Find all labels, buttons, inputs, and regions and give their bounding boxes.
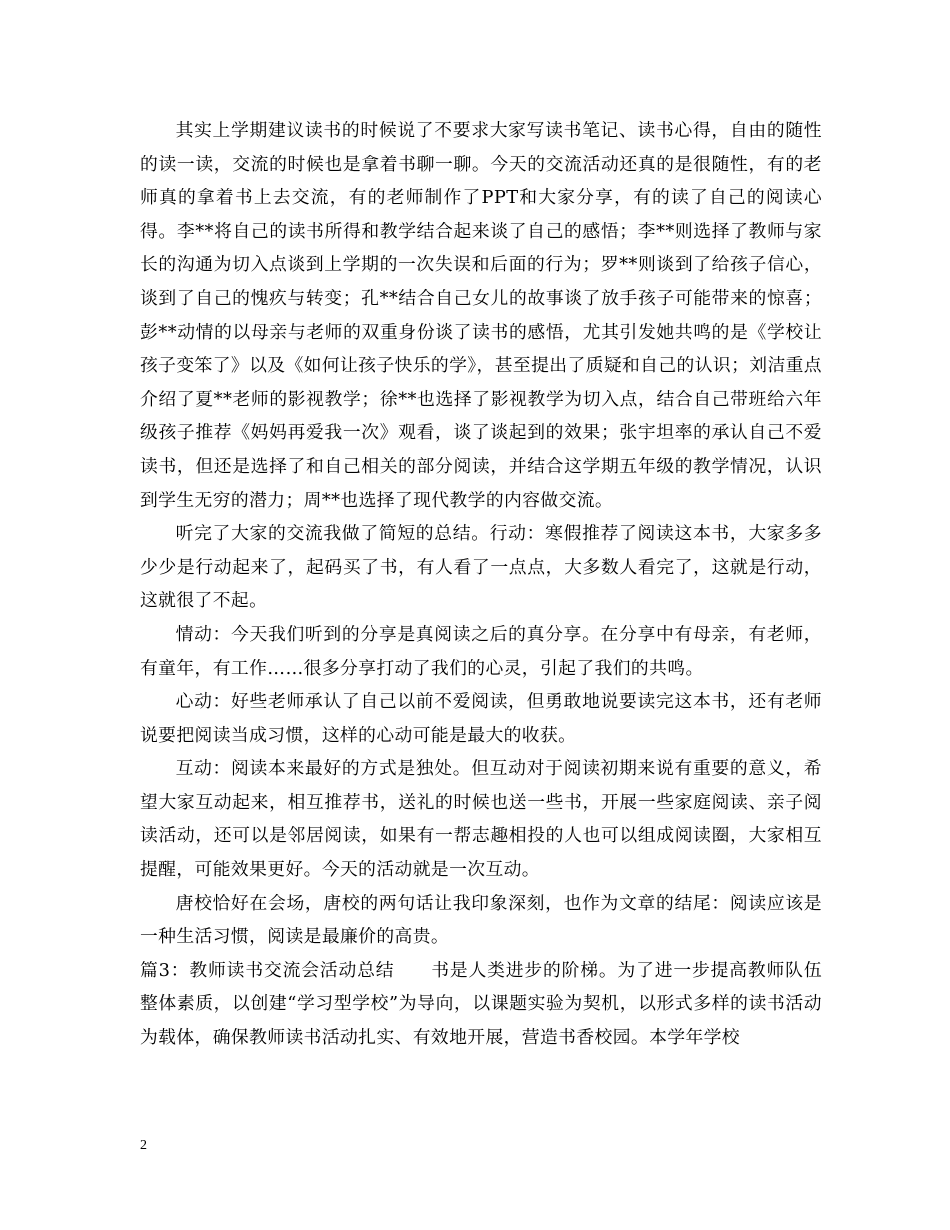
paragraph-reading-exchange: 其实上学期建议读书的时候说了不要求大家写读书笔记、读书心得，自由的随性的读一读，交流的时候也是拿着书聊一聊。今天的交流活动还真的是很随性，有的老师真的拿着书上去交流，有的老师制作了PPT和大家分享，有的读了自己的阅读心得。李**将自己的读书所得和教学结合起来谈了自己的感悟；李**则选择了教师与家长的沟通为切入点谈到上学期的一次失误和后面的行为；罗**则谈到了给孩子信心，谈到了自己的愧疚与转变；孔**结合自己女儿的故事谈了放手孩子可能带来的惊喜；彭**动情的以母亲与老师的双重身份谈了读书的感悟，尤其引发她共鸣的是《学校让孩子变笨了》以及《如何让孩子快乐的学》，甚至提出了质疑和自己的认识；刘洁重点介绍了夏**老师的影视教学；徐**也选择了影视教学为切入点，结合自己带班给六年级孩子推荐《妈妈再爱我一次》观看，谈了谈起到的效果；张宇坦率的承认自己不爱读书，但还是选择了和自己相关的部分阅读，并结合这学期五年级的教学情况，认识到学生无穷的潜力；周**也选择了现代教学的内容做交流。: [140, 120, 822, 511]
paragraph-summary-action: 听完了大家的交流我做了简短的总结。行动：寒假推荐了阅读这本书，大家多多少少是行动起来了，起码买了书，有人看了一点点，大多数人看完了，这就是行动，这就很了不起。: [140, 523, 822, 612]
section-3-body: 书是人类进步的阶梯。为了进一步提高教师队伍整体素质，以创建“学习型学校”为导向，以课题实验为契机，以形式多样的读书活动为载体，确保教师读书活动扎实、有效地开展，营造书香校园。本学年学校: [140, 959, 822, 1049]
paragraph-closing: 唐校恰好在会场，唐校的两句话让我印象深刻，也作为文章的结尾：阅读应该是一种生活习惯，阅读是最廉价的高贵。: [140, 892, 822, 948]
section-3-paragraph: [140, 954, 822, 1055]
body-text: [140, 114, 822, 1055]
paragraph-interaction: 互动：阅读本来最好的方式是独处。但互动对于阅读初期来说有重要的意义，希望大家互动起来，相互推荐书，送礼的时候也送一些书，开展一些家庭阅读、亲子阅读活动，还可以是邻居阅读，如果有一帮志趣相投的人也可以组成阅读圈，大家相互提醒，可能效果更好。今天的活动就是一次互动。: [140, 758, 822, 881]
paragraph-heart: 心动：好些老师承认了自己以前不爱阅读，但勇敢地说要读完这本书，还有老师说要把阅读当成习惯，这样的心动可能是最大的收获。: [140, 691, 822, 746]
section-3-gap: [394, 960, 430, 981]
page-number: 2: [140, 1138, 147, 1153]
section-3-heading: 篇3：教师读书交流会活动总结: [140, 959, 395, 981]
paragraph-emotion: 情动：今天我们听到的分享是真阅读之后的真分享。在分享中有母亲，有老师，有童年，有工作……很多分享打动了我们的心灵，引起了我们的共鸣。: [140, 623, 822, 679]
